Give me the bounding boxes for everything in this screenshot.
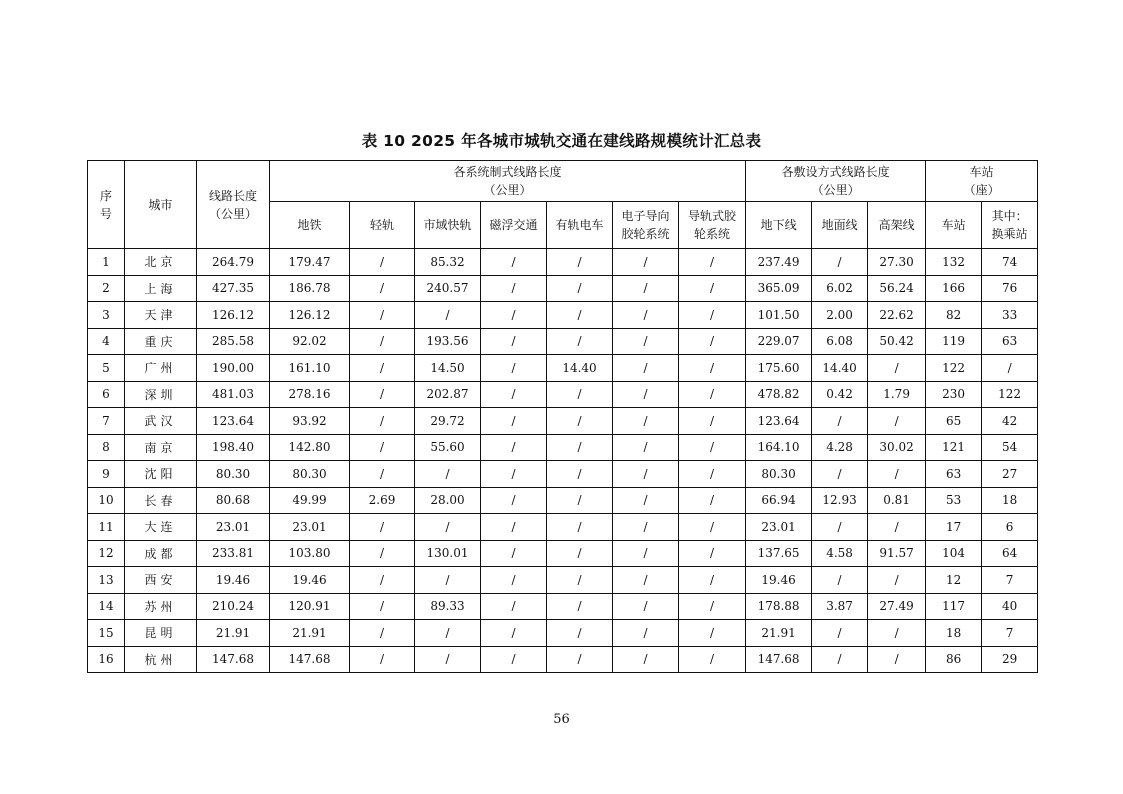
cell-guided-rubber: / [613, 434, 679, 461]
cell-track-rubber: / [679, 567, 746, 594]
cell-transfer: 64 [982, 540, 1038, 567]
header-suburban: 市域快轨 [415, 202, 481, 249]
cell-metro: 19.46 [270, 567, 350, 594]
cell-metro: 147.68 [270, 646, 350, 673]
header-city: 城市 [125, 161, 197, 249]
cell-guided-rubber: / [613, 487, 679, 514]
cell-line-length: 190.00 [197, 355, 270, 382]
cell-tram: / [547, 540, 613, 567]
cell-metro: 142.80 [270, 434, 350, 461]
cell-guided-rubber: / [613, 620, 679, 647]
cell-transfer: 63 [982, 328, 1038, 355]
cell-stations: 230 [926, 381, 982, 408]
cell-transfer: 54 [982, 434, 1038, 461]
table-row [88, 249, 1038, 276]
cell-ground: / [812, 514, 868, 541]
cell-ground: 3.87 [812, 593, 868, 620]
cell-guided-rubber: / [613, 514, 679, 541]
cell-guided-rubber: / [613, 408, 679, 435]
cell-city: 武汉 [125, 408, 197, 435]
cell-suburban: 28.00 [415, 487, 481, 514]
cell-metro: 21.91 [270, 620, 350, 647]
cell-track-rubber: / [679, 381, 746, 408]
cell-light-rail: / [350, 540, 415, 567]
cell-tram: / [547, 461, 613, 488]
cell-metro: 92.02 [270, 328, 350, 355]
table-row [88, 434, 1038, 461]
cell-suburban: 240.57 [415, 275, 481, 302]
cell-city: 西安 [125, 567, 197, 594]
cell-ground: / [812, 567, 868, 594]
cell-city: 深圳 [125, 381, 197, 408]
cell-light-rail: 2.69 [350, 487, 415, 514]
cell-line-length: 19.46 [197, 567, 270, 594]
cell-city: 上海 [125, 275, 197, 302]
cell-underground: 23.01 [746, 514, 812, 541]
cell-elevated: 27.30 [868, 249, 926, 276]
table-row [88, 620, 1038, 647]
cell-elevated: / [868, 355, 926, 382]
cell-city: 杭州 [125, 646, 197, 673]
cell-track-rubber: / [679, 514, 746, 541]
cell-track-rubber: / [679, 302, 746, 329]
cell-transfer: 122 [982, 381, 1038, 408]
page-number: 56 [553, 712, 570, 727]
cell-track-rubber: / [679, 461, 746, 488]
cell-maglev: / [481, 408, 547, 435]
cell-track-rubber: / [679, 434, 746, 461]
table-title: 表 10 2025 年各城市城轨交通在建线路规模统计汇总表 [361, 132, 762, 150]
cell-underground: 365.09 [746, 275, 812, 302]
cell-city: 沈阳 [125, 461, 197, 488]
cell-track-rubber: / [679, 593, 746, 620]
header-metro: 地铁 [270, 202, 350, 249]
cell-guided-rubber: / [613, 646, 679, 673]
cell-suburban: / [415, 646, 481, 673]
cell-line-length: 21.91 [197, 620, 270, 647]
cell-metro: 278.16 [270, 381, 350, 408]
header-maglev: 磁浮交通 [481, 202, 547, 249]
cell-transfer: 6 [982, 514, 1038, 541]
cell-light-rail: / [350, 302, 415, 329]
cell-seq: 9 [88, 461, 125, 488]
cell-maglev: / [481, 302, 547, 329]
cell-underground: 137.65 [746, 540, 812, 567]
cell-seq: 1 [88, 249, 125, 276]
cell-ground: 12.93 [812, 487, 868, 514]
cell-tram: / [547, 381, 613, 408]
cell-city: 苏州 [125, 593, 197, 620]
cell-city: 昆明 [125, 620, 197, 647]
cell-suburban: 29.72 [415, 408, 481, 435]
cell-underground: 164.10 [746, 434, 812, 461]
cell-stations: 119 [926, 328, 982, 355]
cell-maglev: / [481, 328, 547, 355]
header-underground: 地下线 [746, 202, 812, 249]
cell-seq: 12 [88, 540, 125, 567]
cell-light-rail: / [350, 355, 415, 382]
cell-city: 南京 [125, 434, 197, 461]
cell-suburban: / [415, 461, 481, 488]
cell-seq: 6 [88, 381, 125, 408]
cell-seq: 16 [88, 646, 125, 673]
cell-light-rail: / [350, 593, 415, 620]
table-row [88, 514, 1038, 541]
cell-tram: / [547, 646, 613, 673]
cell-suburban: 130.01 [415, 540, 481, 567]
cell-stations: 132 [926, 249, 982, 276]
table-row [88, 567, 1038, 594]
cell-underground: 147.68 [746, 646, 812, 673]
cell-transfer: 33 [982, 302, 1038, 329]
cell-metro: 23.01 [270, 514, 350, 541]
cell-tram: 14.40 [547, 355, 613, 382]
cell-tram: / [547, 328, 613, 355]
cell-maglev: / [481, 249, 547, 276]
table-row [88, 302, 1038, 329]
cell-underground: 175.60 [746, 355, 812, 382]
cell-elevated: 50.42 [868, 328, 926, 355]
cell-line-length: 285.58 [197, 328, 270, 355]
header-by-layout: 各敷设方式线路长度 （公里） [746, 161, 926, 202]
cell-maglev: / [481, 275, 547, 302]
cell-suburban: / [415, 302, 481, 329]
cell-light-rail: / [350, 567, 415, 594]
cell-city: 重庆 [125, 328, 197, 355]
cell-maglev: / [481, 646, 547, 673]
cell-metro: 179.47 [270, 249, 350, 276]
cell-seq: 5 [88, 355, 125, 382]
cell-elevated: 1.79 [868, 381, 926, 408]
cell-elevated: / [868, 646, 926, 673]
cell-transfer: 74 [982, 249, 1038, 276]
cell-stations: 65 [926, 408, 982, 435]
cell-suburban: 89.33 [415, 593, 481, 620]
cell-track-rubber: / [679, 328, 746, 355]
cell-stations: 82 [926, 302, 982, 329]
cell-seq: 4 [88, 328, 125, 355]
cell-city: 长春 [125, 487, 197, 514]
cell-tram: / [547, 620, 613, 647]
cell-maglev: / [481, 514, 547, 541]
cell-stations: 122 [926, 355, 982, 382]
cell-light-rail: / [350, 249, 415, 276]
cell-guided-rubber: / [613, 461, 679, 488]
cell-transfer: 27 [982, 461, 1038, 488]
cell-guided-rubber: / [613, 567, 679, 594]
header-by-system: 各系统制式线路长度 （公里） [270, 161, 746, 202]
cell-underground: 229.07 [746, 328, 812, 355]
cell-stations: 166 [926, 275, 982, 302]
cell-line-length: 126.12 [197, 302, 270, 329]
cell-tram: / [547, 408, 613, 435]
cell-transfer: 42 [982, 408, 1038, 435]
cell-line-length: 80.30 [197, 461, 270, 488]
cell-guided-rubber: / [613, 593, 679, 620]
cell-ground: 2.00 [812, 302, 868, 329]
cell-maglev: / [481, 487, 547, 514]
cell-track-rubber: / [679, 540, 746, 567]
cell-underground: 123.64 [746, 408, 812, 435]
cell-metro: 80.30 [270, 461, 350, 488]
cell-metro: 49.99 [270, 487, 350, 514]
cell-seq: 11 [88, 514, 125, 541]
cell-metro: 103.80 [270, 540, 350, 567]
cell-seq: 7 [88, 408, 125, 435]
cell-metro: 93.92 [270, 408, 350, 435]
cell-light-rail: / [350, 620, 415, 647]
cell-maglev: / [481, 593, 547, 620]
cell-line-length: 264.79 [197, 249, 270, 276]
cell-track-rubber: / [679, 620, 746, 647]
cell-elevated: / [868, 408, 926, 435]
cell-maglev: / [481, 567, 547, 594]
header-guided-rubber: 电子导向 胶轮系统 [613, 202, 679, 249]
cell-maglev: / [481, 540, 547, 567]
header-track-rubber: 导轨式胶 轮系统 [679, 202, 746, 249]
header-light-rail: 轻轨 [350, 202, 415, 249]
cell-suburban: 193.56 [415, 328, 481, 355]
cell-guided-rubber: / [613, 540, 679, 567]
cell-metro: 186.78 [270, 275, 350, 302]
cell-stations: 18 [926, 620, 982, 647]
cell-guided-rubber: / [613, 355, 679, 382]
cell-tram: / [547, 487, 613, 514]
cell-maglev: / [481, 620, 547, 647]
cell-stations: 86 [926, 646, 982, 673]
cell-underground: 19.46 [746, 567, 812, 594]
header-seq: 序 号 [88, 161, 125, 249]
cell-city: 广州 [125, 355, 197, 382]
cell-ground: 14.40 [812, 355, 868, 382]
cell-metro: 126.12 [270, 302, 350, 329]
cell-stations: 117 [926, 593, 982, 620]
cell-tram: / [547, 567, 613, 594]
cell-maglev: / [481, 381, 547, 408]
cell-elevated: / [868, 461, 926, 488]
table-row [88, 646, 1038, 673]
cell-guided-rubber: / [613, 381, 679, 408]
cell-light-rail: / [350, 408, 415, 435]
cell-maglev: / [481, 461, 547, 488]
cell-ground: 6.08 [812, 328, 868, 355]
cell-transfer: / [982, 355, 1038, 382]
cell-seq: 3 [88, 302, 125, 329]
cell-line-length: 80.68 [197, 487, 270, 514]
cell-suburban: 202.87 [415, 381, 481, 408]
cell-transfer: 7 [982, 620, 1038, 647]
cell-line-length: 198.40 [197, 434, 270, 461]
cell-line-length: 147.68 [197, 646, 270, 673]
cell-track-rubber: / [679, 408, 746, 435]
cell-suburban: 55.60 [415, 434, 481, 461]
cell-city: 成都 [125, 540, 197, 567]
cell-underground: 178.88 [746, 593, 812, 620]
table-row [88, 275, 1038, 302]
cell-guided-rubber: / [613, 328, 679, 355]
cell-city: 北京 [125, 249, 197, 276]
header-elevated: 高架线 [868, 202, 926, 249]
cell-elevated: 27.49 [868, 593, 926, 620]
cell-suburban: 14.50 [415, 355, 481, 382]
cell-maglev: / [481, 434, 547, 461]
table-row [88, 487, 1038, 514]
cell-light-rail: / [350, 275, 415, 302]
cell-ground: / [812, 646, 868, 673]
cell-ground: / [812, 408, 868, 435]
cell-stations: 104 [926, 540, 982, 567]
cell-elevated: / [868, 567, 926, 594]
cell-suburban: 85.32 [415, 249, 481, 276]
table-row [88, 355, 1038, 382]
cell-elevated: / [868, 620, 926, 647]
cell-tram: / [547, 434, 613, 461]
cell-elevated: 0.81 [868, 487, 926, 514]
cell-underground: 237.49 [746, 249, 812, 276]
cell-light-rail: / [350, 328, 415, 355]
header-line-length: 线路长度 （公里） [197, 161, 270, 249]
cell-elevated: 56.24 [868, 275, 926, 302]
cell-track-rubber: / [679, 249, 746, 276]
cell-underground: 101.50 [746, 302, 812, 329]
cell-line-length: 427.35 [197, 275, 270, 302]
cell-light-rail: / [350, 434, 415, 461]
cell-seq: 2 [88, 275, 125, 302]
cell-stations: 121 [926, 434, 982, 461]
cell-transfer: 76 [982, 275, 1038, 302]
header-ground: 地面线 [812, 202, 868, 249]
cell-elevated: / [868, 514, 926, 541]
cell-tram: / [547, 593, 613, 620]
cell-track-rubber: / [679, 355, 746, 382]
cell-city: 大连 [125, 514, 197, 541]
table-header [88, 161, 1038, 249]
cell-transfer: 40 [982, 593, 1038, 620]
table-body [88, 249, 1038, 673]
cell-metro: 161.10 [270, 355, 350, 382]
cell-elevated: 30.02 [868, 434, 926, 461]
cell-stations: 53 [926, 487, 982, 514]
cell-elevated: 91.57 [868, 540, 926, 567]
cell-underground: 80.30 [746, 461, 812, 488]
cell-line-length: 123.64 [197, 408, 270, 435]
cell-suburban: / [415, 567, 481, 594]
cell-tram: / [547, 302, 613, 329]
cell-transfer: 7 [982, 567, 1038, 594]
cell-ground: 0.42 [812, 381, 868, 408]
cell-guided-rubber: / [613, 249, 679, 276]
table-row [88, 540, 1038, 567]
header-tram: 有轨电车 [547, 202, 613, 249]
cell-tram: / [547, 249, 613, 276]
cell-seq: 14 [88, 593, 125, 620]
cell-stations: 12 [926, 567, 982, 594]
cell-seq: 8 [88, 434, 125, 461]
cell-suburban: / [415, 514, 481, 541]
table-row [88, 593, 1038, 620]
header-stations-group: 车站 （座） [926, 161, 1038, 202]
cell-light-rail: / [350, 381, 415, 408]
cell-guided-rubber: / [613, 275, 679, 302]
construction-lines-table [87, 160, 1038, 673]
cell-line-length: 23.01 [197, 514, 270, 541]
table-row [88, 408, 1038, 435]
cell-suburban: / [415, 620, 481, 647]
cell-seq: 15 [88, 620, 125, 647]
table-row [88, 328, 1038, 355]
cell-underground: 66.94 [746, 487, 812, 514]
cell-stations: 17 [926, 514, 982, 541]
cell-city: 天津 [125, 302, 197, 329]
cell-light-rail: / [350, 461, 415, 488]
cell-tram: / [547, 514, 613, 541]
cell-ground: 6.02 [812, 275, 868, 302]
cell-underground: 21.91 [746, 620, 812, 647]
cell-track-rubber: / [679, 275, 746, 302]
cell-guided-rubber: / [613, 302, 679, 329]
cell-ground: / [812, 461, 868, 488]
cell-track-rubber: / [679, 487, 746, 514]
header-transfer: 其中： 换乘站 [982, 202, 1038, 249]
cell-ground: / [812, 620, 868, 647]
cell-transfer: 18 [982, 487, 1038, 514]
table-row [88, 381, 1038, 408]
cell-light-rail: / [350, 514, 415, 541]
cell-light-rail: / [350, 646, 415, 673]
cell-underground: 478.82 [746, 381, 812, 408]
cell-ground: 4.28 [812, 434, 868, 461]
cell-tram: / [547, 275, 613, 302]
cell-stations: 63 [926, 461, 982, 488]
cell-maglev: / [481, 355, 547, 382]
cell-line-length: 210.24 [197, 593, 270, 620]
cell-metro: 120.91 [270, 593, 350, 620]
cell-line-length: 233.81 [197, 540, 270, 567]
cell-line-length: 481.03 [197, 381, 270, 408]
cell-track-rubber: / [679, 646, 746, 673]
cell-seq: 10 [88, 487, 125, 514]
header-stations: 车站 [926, 202, 982, 249]
cell-transfer: 29 [982, 646, 1038, 673]
cell-ground: / [812, 249, 868, 276]
cell-seq: 13 [88, 567, 125, 594]
cell-ground: 4.58 [812, 540, 868, 567]
table-row [88, 461, 1038, 488]
cell-elevated: 22.62 [868, 302, 926, 329]
